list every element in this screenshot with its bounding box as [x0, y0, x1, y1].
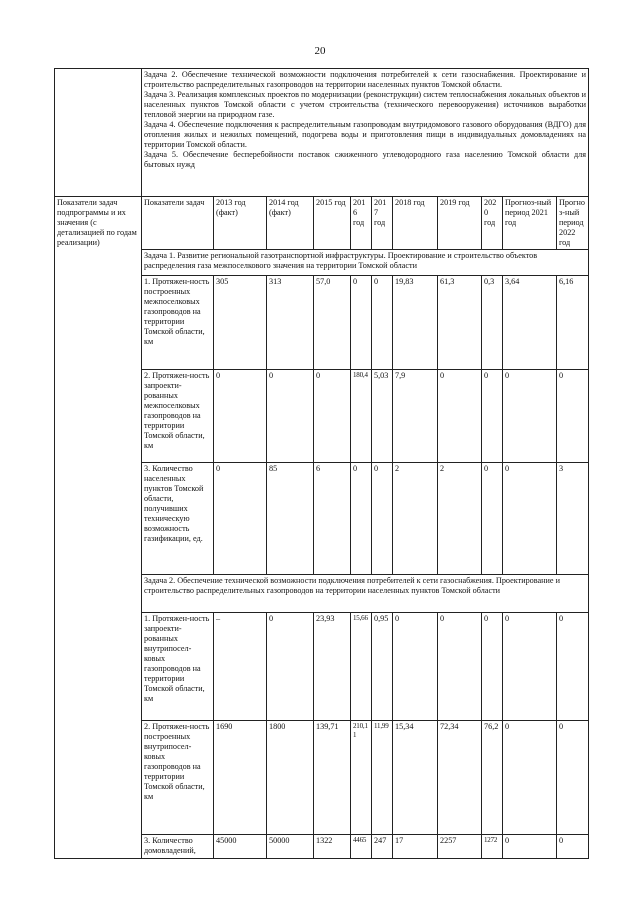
cell-2017: 5,03 — [372, 370, 393, 463]
row-label: 1. Протяжен-ность построенных межпоселковых газопроводов на территории Томской области, км — [142, 276, 214, 370]
cell-2019: 61,3 — [438, 276, 482, 370]
cell-2018: 7,9 — [393, 370, 438, 463]
cell-2020: 0,3 — [482, 276, 503, 370]
cell-2013: 305 — [214, 276, 267, 370]
cell-2019: 0 — [438, 370, 482, 463]
task-3-text: Задача 3. Реализация комплексных проектов по модернизации (реконструкции) систем теплоснабжения локальных объектов и населенных пунктов Томской области с учетом строительства (технического перевооружения) источников выработки тепловой энергии на природном газе. — [144, 90, 587, 119]
cell-2022: 3 — [557, 463, 589, 575]
cell-2019: 0 — [438, 613, 482, 721]
row-label: 3. Количество домовладений, — [142, 835, 214, 859]
cell-2017: 247 — [372, 835, 393, 859]
cell-2021: 0 — [503, 613, 557, 721]
cell-2022: 0 — [557, 370, 589, 463]
header-2014: 2014 год (факт) — [267, 197, 314, 250]
cell-2021: 0 — [503, 835, 557, 859]
cell-2013: 0 — [214, 370, 267, 463]
cell-2014: 1800 — [267, 721, 314, 835]
cell-2019: 72,34 — [438, 721, 482, 835]
cell-2018: 15,34 — [393, 721, 438, 835]
header-2020: 2020 год — [482, 197, 503, 250]
header-2013: 2013 год (факт) — [214, 197, 267, 250]
task-5-text: Задача 5. Обеспечение бесперебойности поставок сжиженного углеводородного газа населению Томской области для бытовых нужд — [144, 150, 587, 169]
cell-2018: 2 — [393, 463, 438, 575]
cell-2015: 6 — [314, 463, 351, 575]
cell-2020: 0 — [482, 613, 503, 721]
indicators-table — [54, 68, 589, 859]
cell-2017: 0 — [372, 463, 393, 575]
cell-2014: 50000 — [267, 835, 314, 859]
row-label: 2. Протяжен-ность запроекти-рованных межпоселковых газопроводов на территории Томской области, км — [142, 370, 214, 463]
row-label: 2. Протяжен-ность построенных внутрипосел-ковых газопроводов на территории Томской области, км — [142, 721, 214, 835]
cell-2014: 0 — [267, 370, 314, 463]
cell-2020: 0 — [482, 370, 503, 463]
cell-2015: 0 — [314, 370, 351, 463]
cell-2016: 180,4 — [351, 370, 372, 463]
task-1-title: Задача 1. Развитие региональной газотранспортной инфраструктуры. Проектирование и строительство объектов распределения газа межпоселкового значения на территории Томской области — [142, 250, 589, 276]
cell-2013: 1690 — [214, 721, 267, 835]
cell-2019: 2 — [438, 463, 482, 575]
cell-2015: 1322 — [314, 835, 351, 859]
header-2015: 2015 год — [314, 197, 351, 250]
cell-2020: 1272 — [482, 835, 503, 859]
cell-2022: 0 — [557, 835, 589, 859]
cell-2015: 23,93 — [314, 613, 351, 721]
cell-2016: 210,1 1 — [351, 721, 372, 835]
task-2-text: Задача 2. Обеспечение технической возможности подключения потребителей к сети газоснабжения. Проектирование и строительство распределительных газопроводов на территории населенных пунктов Томской области. — [144, 70, 587, 89]
cell-2016: 4465 — [351, 835, 372, 859]
row-label: 3. Количество населенных пунктов Томской области, получивших техническую возможность газификации, ед. — [142, 463, 214, 575]
cell-2022: 6,16 — [557, 276, 589, 370]
cell-2017: 11,99 — [372, 721, 393, 835]
cell-2013: 45000 — [214, 835, 267, 859]
cell-2013: – — [214, 613, 267, 721]
header-2019: 2019 год — [438, 197, 482, 250]
header-2022: Прогноз-ный период 2022 год — [557, 197, 589, 250]
task-2-title: Задача 2. Обеспечение технической возможности подключения потребителей к сети газоснабжения. Проектирование и строительство распределительных газопроводов на территории населенных пунктов Томской области — [142, 575, 589, 613]
cell-2015: 139,71 — [314, 721, 351, 835]
cell-2022: 0 — [557, 721, 589, 835]
cell-2020: 76,2 — [482, 721, 503, 835]
cell-2018: 0 — [393, 613, 438, 721]
row-label: 1. Протяжен-ность запроекти-рованных внутрипосел-ковых газопроводов на территории Томской области, км — [142, 613, 214, 721]
header-2016: 2016 год — [351, 197, 372, 250]
cell-2014: 313 — [267, 276, 314, 370]
cell-2021: 0 — [503, 463, 557, 575]
cell-2019: 2257 — [438, 835, 482, 859]
cell-2016: 0 — [351, 276, 372, 370]
cell-2021: 0 — [503, 370, 557, 463]
cell-2018: 17 — [393, 835, 438, 859]
cell-2017: 0,95 — [372, 613, 393, 721]
cell-2016: 0 — [351, 463, 372, 575]
cell-2018: 19,83 — [393, 276, 438, 370]
cell-2022: 0 — [557, 613, 589, 721]
cell-2020: 0 — [482, 463, 503, 575]
page-number: 20 — [314, 45, 326, 57]
side-label: Показатели задач подпрограммы и их значения (с детализацией по годам реализации) — [55, 197, 142, 859]
cell-2014: 0 — [267, 613, 314, 721]
tasks-list-cell — [142, 69, 589, 197]
cell-2016: 15,66 — [351, 613, 372, 721]
header-2018: 2018 год — [393, 197, 438, 250]
header-2017: 2017 год — [372, 197, 393, 250]
cell-2015: 57,0 — [314, 276, 351, 370]
task-4-text: Задача 4. Обеспечение подключения к распределительным газопроводам внутридомового газового оборудования (ВДГО) для отопления жилых и нежилых помещений, подогрева воды и приготовления пищи в индивидуальных домовладениях на территории Томской области. — [144, 120, 587, 149]
cell-2021: 3,64 — [503, 276, 557, 370]
header-2021: Прогноз-ный период 2021 год — [503, 197, 557, 250]
cell-2021: 0 — [503, 721, 557, 835]
empty-label-cell — [55, 69, 142, 197]
cell-2017: 0 — [372, 276, 393, 370]
cell-2014: 85 — [267, 463, 314, 575]
header-indicators: Показатели задач — [142, 197, 214, 250]
cell-2013: 0 — [214, 463, 267, 575]
